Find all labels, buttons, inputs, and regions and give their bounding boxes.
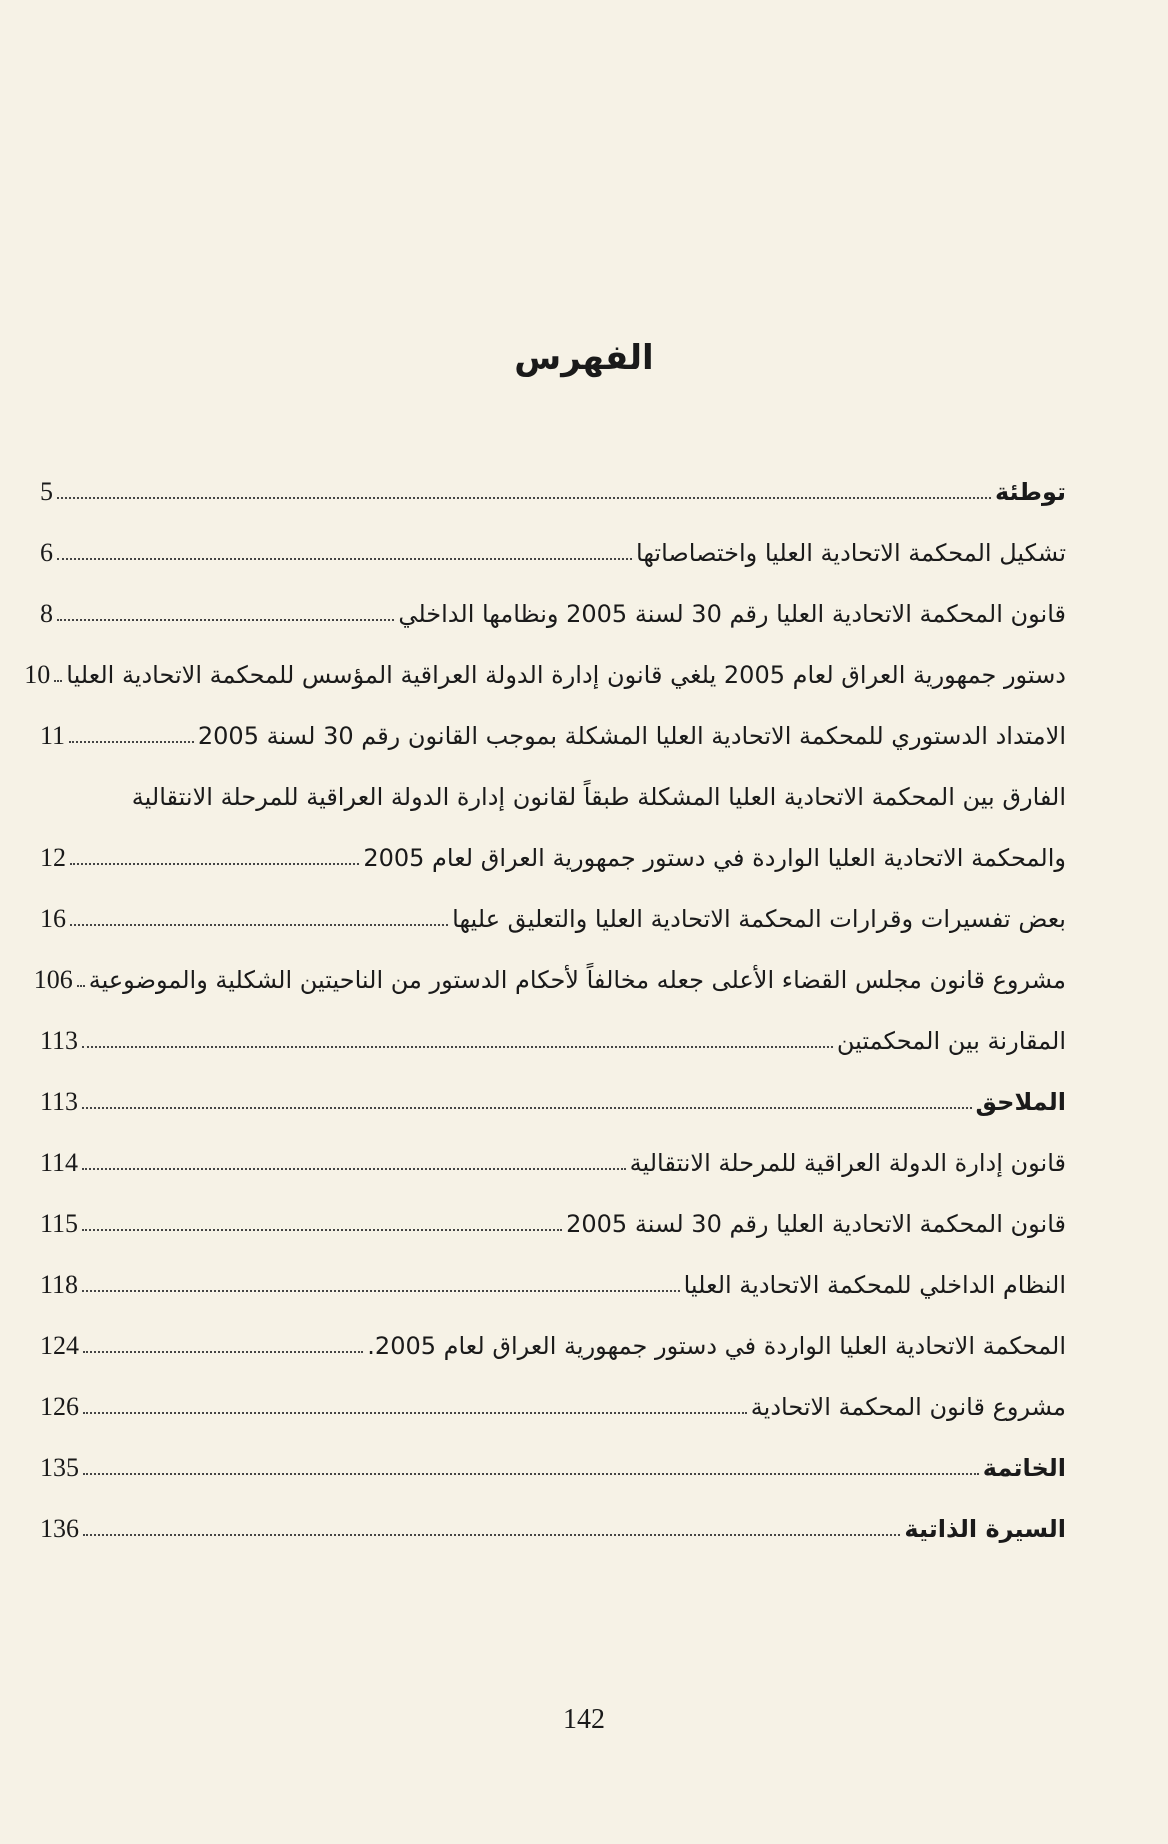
toc-entry-text: توطئة	[994, 478, 1066, 506]
toc-entry-page: 6	[40, 538, 53, 567]
toc-entry	[40, 1302, 1066, 1363]
toc-entry	[40, 1485, 1066, 1546]
toc-entry	[40, 1241, 1066, 1302]
toc-entry	[40, 814, 1066, 875]
dot-leader	[57, 558, 632, 560]
toc-entry-text: المحكمة الاتحادية العليا الواردة في دستور جمهورية العراق لعام 2005.	[367, 1332, 1066, 1360]
toc-entry-page: 113	[40, 1026, 79, 1055]
toc-entry-text: النظام الداخلي للمحكمة الاتحادية العليا	[683, 1271, 1066, 1299]
toc-entry	[40, 509, 1066, 570]
toc-entry-text: السيرة الذاتية	[904, 1515, 1066, 1543]
toc-entry	[40, 1424, 1066, 1485]
toc-entry	[40, 692, 1066, 753]
table-of-contents	[24, 448, 1066, 1546]
dot-leader	[83, 1473, 979, 1475]
toc-entry	[24, 631, 1066, 692]
toc-entry	[40, 1058, 1066, 1119]
toc-entry-page: 12	[40, 843, 66, 872]
toc-entry-page: 113	[40, 1087, 79, 1116]
toc-entry-text: تشكيل المحكمة الاتحادية العليا واختصاصاتها	[636, 539, 1066, 567]
toc-entry	[40, 997, 1066, 1058]
toc-entry-page: 136	[40, 1514, 79, 1543]
toc-entry-text: بعض تفسيرات وقرارات المحكمة الاتحادية العليا والتعليق عليها	[452, 905, 1066, 933]
toc-entry-text: قانون إدارة الدولة العراقية للمرحلة الانتقالية	[629, 1149, 1066, 1177]
toc-entry-page: 16	[40, 904, 66, 933]
dot-leader	[82, 1229, 562, 1231]
toc-entry-text: قانون المحكمة الاتحادية العليا رقم 30 لسنة 2005 ونظامها الداخلي	[398, 600, 1066, 628]
dot-leader	[82, 1107, 971, 1109]
toc-entry-page: 135	[40, 1453, 79, 1482]
page-title: الفهرس	[514, 338, 654, 378]
toc-entry-page: 118	[40, 1270, 79, 1299]
toc-entry-text: والمحكمة الاتحادية العليا الواردة في دستور جمهورية العراق لعام 2005	[363, 844, 1066, 872]
dot-leader	[83, 1412, 747, 1414]
dot-leader	[77, 985, 85, 987]
toc-entry	[40, 875, 1066, 936]
toc-entry	[33, 936, 1066, 997]
toc-entry	[40, 570, 1066, 631]
toc-entry	[40, 1363, 1066, 1424]
dot-leader	[83, 1351, 363, 1353]
toc-entry-text: مشروع قانون المحكمة الاتحادية	[750, 1393, 1066, 1421]
dot-leader	[82, 1168, 626, 1170]
toc-entry-text: دستور جمهورية العراق لعام 2005 يلغي قانون إدارة الدولة العراقية المؤسس للمحكمة الاتحادية العليا	[66, 661, 1066, 689]
toc-entry-page: 124	[40, 1331, 79, 1360]
toc-entry-text: الامتداد الدستوري للمحكمة الاتحادية العليا المشكلة بموجب القانون رقم 30 لسنة 2005	[197, 722, 1066, 750]
dot-leader	[70, 863, 359, 865]
dot-leader	[82, 1046, 833, 1048]
toc-entry-page: 10	[24, 660, 51, 689]
dot-leader	[54, 680, 62, 682]
toc-entry	[40, 753, 1066, 814]
toc-entry-page: 106	[33, 965, 73, 994]
dot-leader	[57, 497, 991, 499]
toc-entry-text: قانون المحكمة الاتحادية العليا رقم 30 لسنة 2005	[566, 1210, 1066, 1238]
dot-leader	[82, 1290, 680, 1292]
toc-entry-page: 126	[40, 1392, 79, 1421]
toc-entry	[40, 448, 1066, 509]
toc-entry-page: 8	[40, 599, 53, 628]
toc-entry-text: المقارنة بين المحكمتين	[836, 1027, 1066, 1055]
toc-entry	[40, 1180, 1066, 1241]
page-number: 142	[563, 1704, 605, 1735]
toc-entry-text: مشروع قانون مجلس القضاء الأعلى جعله مخالفاً لأحكام الدستور من الناحيتين الشكلية والموضوعية	[88, 966, 1066, 994]
dot-leader	[83, 1534, 900, 1536]
toc-entry-page: 5	[40, 477, 53, 506]
toc-entry-text: الملاحق	[975, 1088, 1066, 1116]
toc-entry-page: 11	[40, 721, 66, 750]
dot-leader	[69, 741, 194, 743]
toc-entry	[40, 1119, 1066, 1180]
toc-entry-text: الخاتمة	[982, 1454, 1066, 1482]
toc-entry-text: الفارق بين المحكمة الاتحادية العليا المشكلة طبقاً لقانون إدارة الدولة العراقية للمرحلة الانتقالية	[131, 783, 1066, 811]
dot-leader	[70, 924, 448, 926]
dot-leader	[57, 619, 394, 621]
toc-entry-page: 115	[40, 1209, 79, 1238]
toc-entry-page: 114	[40, 1148, 79, 1177]
